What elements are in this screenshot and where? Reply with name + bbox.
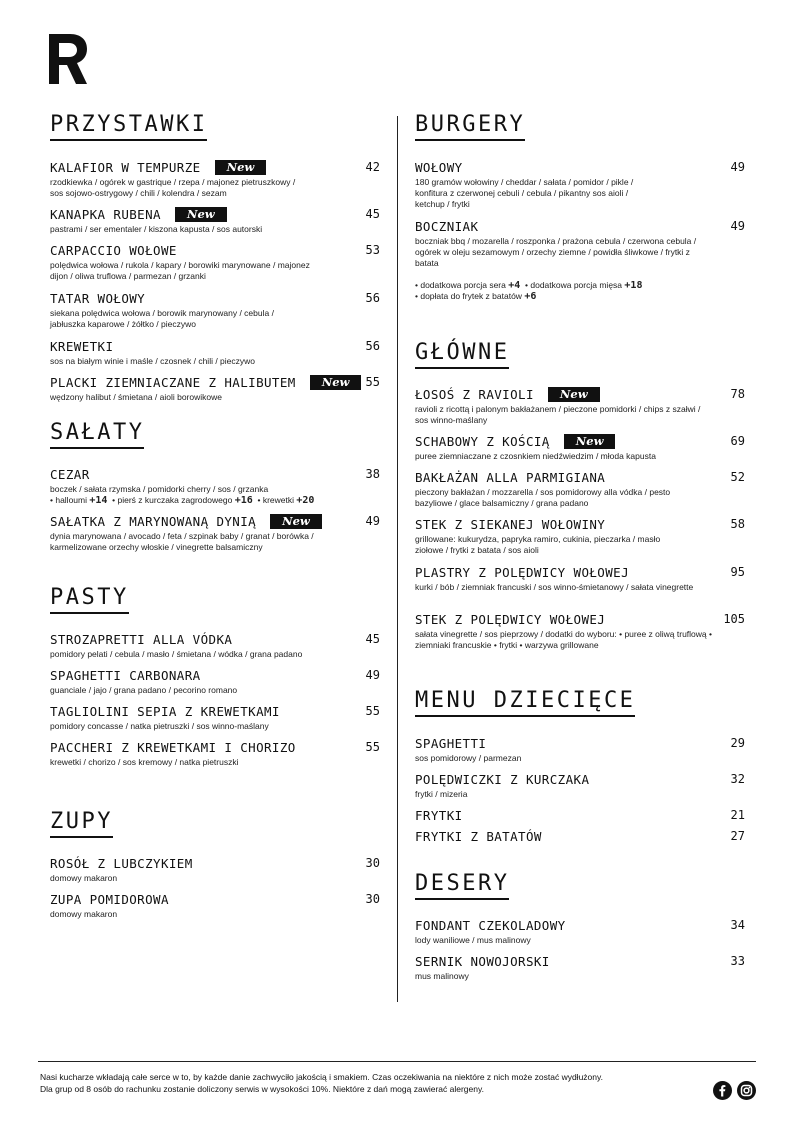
item-name: ŁOSOŚ Z RAVIOLI xyxy=(415,387,534,402)
item-description: domowy makaron xyxy=(50,873,118,883)
section-mains xyxy=(415,340,745,369)
menu-item xyxy=(415,806,745,824)
item-price: 21 xyxy=(730,808,745,822)
menu-item xyxy=(50,738,380,768)
item-name: CEZAR xyxy=(50,467,90,482)
item-price: 45 xyxy=(365,207,380,221)
section-kids xyxy=(415,688,745,717)
item-name: KREWETKI xyxy=(50,339,114,354)
item-price: 34 xyxy=(730,918,745,932)
item-name: FRYTKI xyxy=(415,808,463,823)
section-burgers xyxy=(415,112,745,141)
section-desserts xyxy=(415,871,745,900)
section-title-mains: GŁÓWNE xyxy=(415,340,509,369)
item-description: sałata vinegrette / sos pieprzowy / dodatki do wyboru: • puree z oliwą truflową • ziemniaki francuskie • frytki • warzywa grillowane xyxy=(415,629,712,650)
item-name: ZUPA POMIDOROWA xyxy=(50,892,169,907)
item-name: CARPACCIO WOŁOWE xyxy=(50,243,177,258)
item-price: 38 xyxy=(365,467,380,481)
new-badge: New xyxy=(270,514,322,529)
item-description: boczek / sałata rzymska / pomidorki cherry / sos / grzanka xyxy=(50,484,269,494)
item-price: 95 xyxy=(730,565,745,579)
facebook-icon[interactable] xyxy=(713,1081,732,1100)
item-name: FONDANT CZEKOLADOWY xyxy=(415,918,566,933)
menu-item xyxy=(415,515,745,556)
item-price: 33 xyxy=(730,954,745,968)
section-soups xyxy=(50,809,380,838)
section-title-salads: SAŁATY xyxy=(50,420,144,449)
menu-item xyxy=(50,854,380,884)
menu-item xyxy=(50,337,380,367)
item-description: domowy makaron xyxy=(50,909,118,919)
item-price: 55 xyxy=(365,704,380,718)
item-description: grillowane: kukurydza, papryka ramiro, cukinia, pieczarka / masło ziołowe / frytki z batata / sos aioli xyxy=(415,534,661,555)
item-price: 53 xyxy=(365,243,380,257)
item-price: 55 xyxy=(365,375,380,389)
item-description: rzodkiewka / ogórek w gastrique / rzepa / majonez pietruszkowy / sos sojowo-ostrygowy / chili / kolendra / sezam xyxy=(50,177,296,198)
item-name: TAGLIOLINI SEPIA Z KREWETKAMI xyxy=(50,704,280,719)
new-badge: New xyxy=(548,387,600,402)
menu-item xyxy=(50,289,380,330)
item-price: 52 xyxy=(730,470,745,484)
item-name: SERNIK NOWOJORSKI xyxy=(415,954,550,969)
item-description: 180 gramów wołowiny / cheddar / sałata / pomidor / pikle / konfitura z czerwonej cebuli / cebula / pikantny sos aioli / ketchup / frytki xyxy=(415,177,634,209)
item-name: WOŁOWY xyxy=(415,160,463,175)
item-description: dynia marynowana / avocado / feta / szpinak baby / granat / borówka / karmelizowane orzechy włoskie / vinegrette balsamiczny xyxy=(50,531,314,552)
item-name: BAKŁAŻAN ALLA PARMIGIANA xyxy=(415,470,606,485)
item-price: 49 xyxy=(365,514,380,528)
menu-item xyxy=(415,385,745,426)
item-description: frytki / mizeria xyxy=(415,789,468,799)
menu-item xyxy=(415,916,745,946)
menu-item xyxy=(50,241,380,282)
item-price: 56 xyxy=(365,339,380,353)
item-description: kurki / bób / ziemniak francuski / sos winno-śmietanowy / sałata vinegrette xyxy=(415,582,694,592)
item-description: mus malinowy xyxy=(415,971,469,981)
item-name: BOCZNIAK xyxy=(415,219,479,234)
menu-item xyxy=(50,512,380,553)
menu-item xyxy=(415,952,745,982)
menu-item xyxy=(50,666,380,696)
item-description: lody waniliowe / mus malinowy xyxy=(415,935,531,945)
item-name: KALAFIOR W TEMPURZE xyxy=(50,160,201,175)
new-badge: New xyxy=(175,207,227,222)
item-name: TATAR WOŁOWY xyxy=(50,291,146,306)
section-starters xyxy=(50,112,380,141)
item-price: 55 xyxy=(365,740,380,754)
item-price: 78 xyxy=(730,387,745,401)
item-name: STEK Z SIEKANEJ WOŁOWINY xyxy=(415,517,606,532)
new-badge: New xyxy=(215,160,267,175)
item-description: sos na białym winie i maśle / czosnek / chili / pieczywo xyxy=(50,356,256,366)
item-description: polędwica wołowa / rukola / kapary / borowiki marynowane / majonez dijon / oliwa truflowa / parmezan / grzanki xyxy=(50,260,310,281)
section-title-soups: ZUPY xyxy=(50,809,113,838)
item-name: PLASTRY Z POLĘDWICY WOŁOWEJ xyxy=(415,565,629,580)
menu-item xyxy=(50,465,380,506)
item-price: 58 xyxy=(730,517,745,531)
menu-item xyxy=(415,610,745,651)
item-description: siekana polędwica wołowa / borowik marynowany / cebula / jabłuszka kaparowe / żółtko / pieczywo xyxy=(50,308,274,329)
item-name: ROSÓŁ Z LUBCZYKIEM xyxy=(50,856,193,871)
item-description: wędzony halibut / śmietana / aioli borowikowe xyxy=(50,392,222,402)
item-name: POLĘDWICZKI Z KURCZAKA xyxy=(415,772,590,787)
item-name: PLACKI ZIEMNIACZANE Z HALIBUTEM xyxy=(50,375,296,390)
item-description: krewetki / chorizo / sos kremowy / natka pietruszki xyxy=(50,757,239,767)
item-name: PACCHERI Z KREWETKAMI I CHORIZO xyxy=(50,740,296,755)
menu-item xyxy=(415,827,745,845)
menu-item xyxy=(415,734,745,764)
item-price: 30 xyxy=(365,892,380,906)
addon-list: • dodatkowa porcja sera +4 • dodatkowa porcja mięsa +18 • dopłata do frytek z batatów +6 xyxy=(415,280,643,302)
menu-item xyxy=(415,158,745,210)
item-name: KANAPKA RUBENA xyxy=(50,207,161,222)
item-price: 49 xyxy=(730,219,745,233)
menu-item xyxy=(50,702,380,732)
section-title-pasta: PASTY xyxy=(50,585,129,614)
item-description: sos pomidorowy / parmezan xyxy=(415,753,522,763)
brand-logo xyxy=(49,34,87,84)
item-description: pomidory concasse / natka pietruszki / sos winno-maślany xyxy=(50,721,269,731)
item-description: ravioli z ricottą i palonym bakłażanem / pieczone pomidorki / chips z szałwi / sos winno-maślany xyxy=(415,404,701,425)
menu-item xyxy=(415,563,745,593)
menu-item xyxy=(50,373,380,403)
item-name: SCHABOWY Z KOŚCIĄ xyxy=(415,434,550,449)
new-badge: New xyxy=(564,434,616,449)
item-description: puree ziemniaczane z czosnkiem niedźwiedzim / młoda kapusta xyxy=(415,451,656,461)
menu-item xyxy=(415,217,745,269)
item-price: 42 xyxy=(365,160,380,174)
item-name: SPAGHETTI CARBONARA xyxy=(50,668,201,683)
addon-list: • halloumi +14 • pierś z kurczaka zagrodowego +16 • krewetki +20 xyxy=(50,495,315,506)
item-price: 69 xyxy=(730,434,745,448)
item-price: 32 xyxy=(730,772,745,786)
item-description: guanciale / jajo / grana padano / pecorino romano xyxy=(50,685,238,695)
item-description: pastrami / ser ementaler / kiszona kapusta / sos autorski xyxy=(50,224,263,234)
section-title-desserts: DESERY xyxy=(415,871,509,900)
item-name: STROZAPRETTI ALLA VÓDKA xyxy=(50,632,233,647)
item-description: pieczony bakłażan / mozzarella / sos pomidorowy alla vódka / pesto bazyliowe / glace balsamiczny / grana padano xyxy=(415,487,671,508)
footer-line-1: Nasi kucharze wkładają całe serce w to, by każde danie zachwyciło jakością i smakiem. Czas oczekiwania na niektóre z nich może zostać wydłużony. xyxy=(40,1072,603,1082)
menu-item xyxy=(415,468,745,509)
item-name: SAŁATKA Z MARYNOWANĄ DYNIĄ xyxy=(50,514,257,529)
menu-item xyxy=(415,432,745,462)
section-title-kids: MENU DZIECIĘCE xyxy=(415,688,635,717)
item-price: 30 xyxy=(365,856,380,870)
section-salads xyxy=(50,420,380,449)
item-name: STEK Z POLĘDWICY WOŁOWEJ xyxy=(415,612,606,627)
menu-item xyxy=(50,630,380,660)
section-pasta xyxy=(50,585,380,614)
item-description: boczniak bbq / mozarella / roszponka / prażona cebula / czerwona cebula / ogórek w oleju sezamowym / orzechy ziemne / powidła śliwkowe / frytki z batata xyxy=(415,236,697,268)
item-price: 49 xyxy=(365,668,380,682)
item-price: 49 xyxy=(730,160,745,174)
footer-rule xyxy=(38,1061,756,1062)
instagram-icon[interactable] xyxy=(737,1081,756,1100)
new-badge: New xyxy=(310,375,362,390)
section-title-starters: PRZYSTAWKI xyxy=(50,112,207,141)
section-title-burgers: BURGERY xyxy=(415,112,525,141)
footer-note xyxy=(40,1071,680,1095)
item-name: SPAGHETTI xyxy=(415,736,487,751)
item-name: FRYTKI Z BATATÓW xyxy=(415,829,542,844)
menu-item xyxy=(415,770,745,800)
menu-item xyxy=(50,158,380,199)
footer-line-2: Dla grup od 8 osób do rachunku zostanie doliczony serwis w wysokości 10%. Niektóre z dań mogą zawierać alergeny. xyxy=(40,1084,484,1094)
menu-item xyxy=(50,205,380,235)
item-price: 27 xyxy=(730,829,745,843)
item-price: 56 xyxy=(365,291,380,305)
item-price: 29 xyxy=(730,736,745,750)
column-divider xyxy=(397,116,398,1002)
menu-item xyxy=(50,890,380,920)
item-description: pomidory pelati / cebula / masło / śmietana / wódka / grana padano xyxy=(50,649,303,659)
item-price: 105 xyxy=(723,612,745,626)
item-price: 45 xyxy=(365,632,380,646)
